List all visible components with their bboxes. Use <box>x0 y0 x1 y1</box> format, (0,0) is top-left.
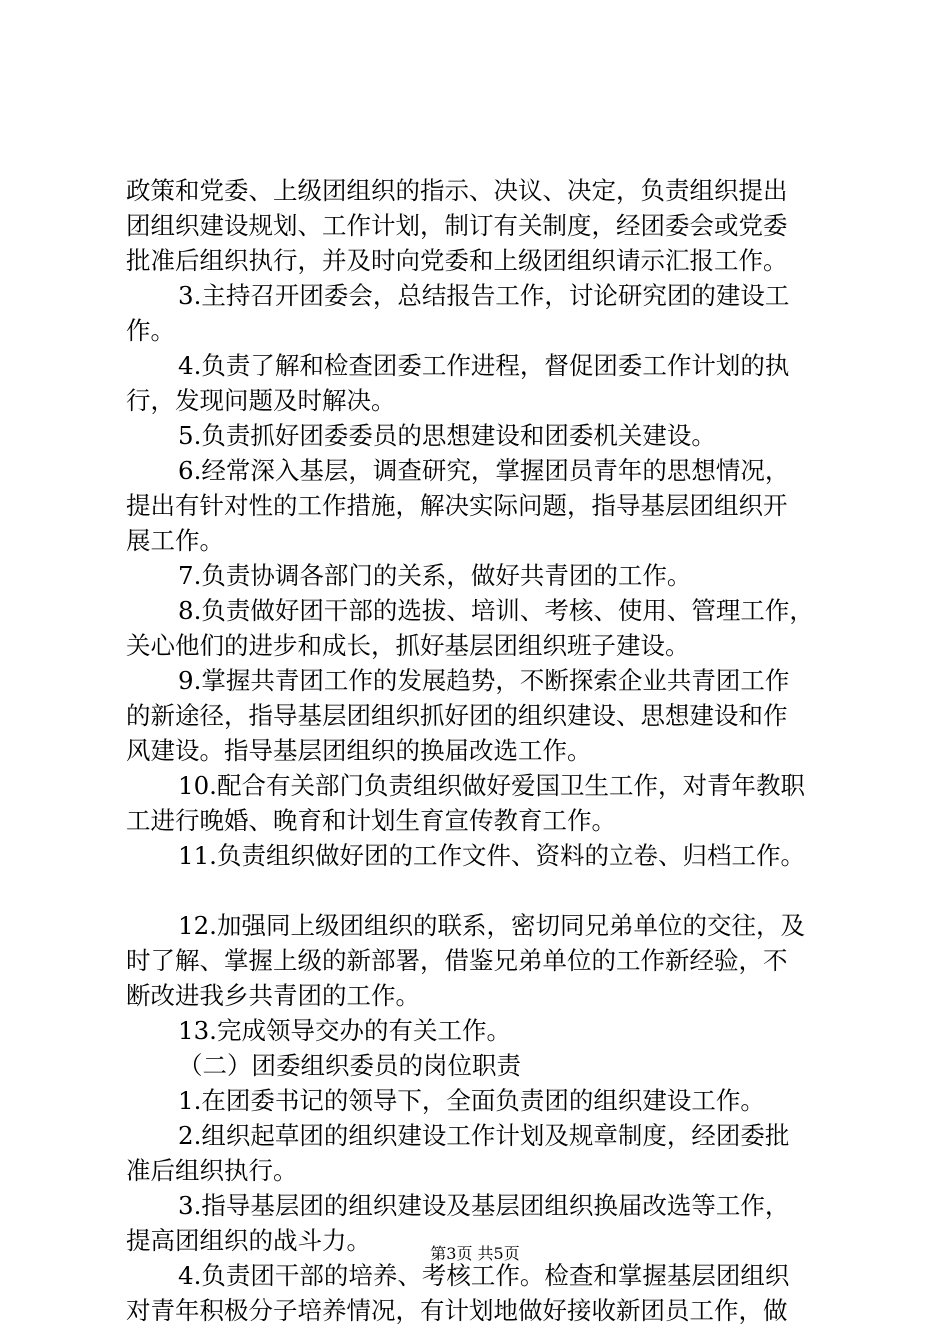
text-line: 政策和党委、上级团组织的指示、决议、决定，负责组织提出 <box>126 176 788 205</box>
text-line: 5.负责抓好团委委员的思想建设和团委机关建设。 <box>178 421 716 450</box>
text-line: 断改进我乡共青团的工作。 <box>126 981 420 1010</box>
text-line: 1.在团委书记的领导下，全面负责团的组织建设工作。 <box>178 1086 765 1115</box>
text-line: 2.组织起草团的组织建设工作计划及规章制度，经团委批 <box>178 1121 790 1150</box>
text-line: 6.经常深入基层，调查研究，掌握团员青年的思想情况， <box>178 456 790 485</box>
text-line: 作。 <box>126 316 175 345</box>
text-line: 9.掌握共青团工作的发展趋势，不断探索企业共青团工作 <box>178 666 790 695</box>
text-line: 准后组织执行。 <box>126 1156 298 1185</box>
text-line: 11.负责组织做好团的工作文件、资料的立卷、归档工作。 <box>178 841 805 870</box>
text-line: 7.负责协调各部门的关系，做好共青团的工作。 <box>178 561 692 590</box>
text-line: 时了解、掌握上级的新部署，借鉴兄弟单位的工作新经验，不 <box>126 946 788 975</box>
text-line: 展工作。 <box>126 526 224 555</box>
text-line: 的新途径，指导基层团组织抓好团的组织建设、思想建设和作 <box>126 701 788 730</box>
text-line: （二）团委组织委员的岗位职责 <box>178 1051 521 1080</box>
text-line: 批准后组织执行，并及时向党委和上级团组织请示汇报工作。 <box>126 246 788 275</box>
page-footer: 第3页 共5页 <box>430 1244 520 1263</box>
text-line: 工进行晚婚、晚育和计划生育宣传教育工作。 <box>126 806 616 835</box>
text-line: 提高团组织的战斗力。 <box>126 1226 371 1255</box>
text-line: 关心他们的进步和成长，抓好基层团组织班子建设。 <box>126 631 690 660</box>
text-line: 对青年积极分子培养情况，有计划地做好接收新团员工作，做 <box>126 1296 788 1325</box>
text-line: 团组织建设规划、工作计划，制订有关制度，经团委会或党委 <box>126 211 788 240</box>
text-line: 风建设。指导基层团组织的换届改选工作。 <box>126 736 592 765</box>
text-line: 3.主持召开团委会，总结报告工作，讨论研究团的建设工 <box>178 281 790 310</box>
text-line: 4.负责了解和检查团委工作进程，督促团委工作计划的执 <box>178 351 790 380</box>
text-line: 10.配合有关部门负责组织做好爱国卫生工作，对青年教职 <box>178 771 805 800</box>
text-line: 提出有针对性的工作措施，解决实际问题，指导基层团组织开 <box>126 491 788 520</box>
text-line: 8.负责做好团干部的选拔、培训、考核、使用、管理工作， <box>178 596 814 625</box>
text-line: 12.加强同上级团组织的联系，密切同兄弟单位的交往，及 <box>178 911 805 940</box>
text-line: 13.完成领导交办的有关工作。 <box>178 1016 511 1045</box>
text-line: 4.负责团干部的培养、考核工作。检查和掌握基层团组织 <box>178 1261 790 1290</box>
text-line: 3.指导基层团的组织建设及基层团组织换届改选等工作， <box>178 1191 790 1220</box>
text-line: 行，发现问题及时解决。 <box>126 386 396 415</box>
